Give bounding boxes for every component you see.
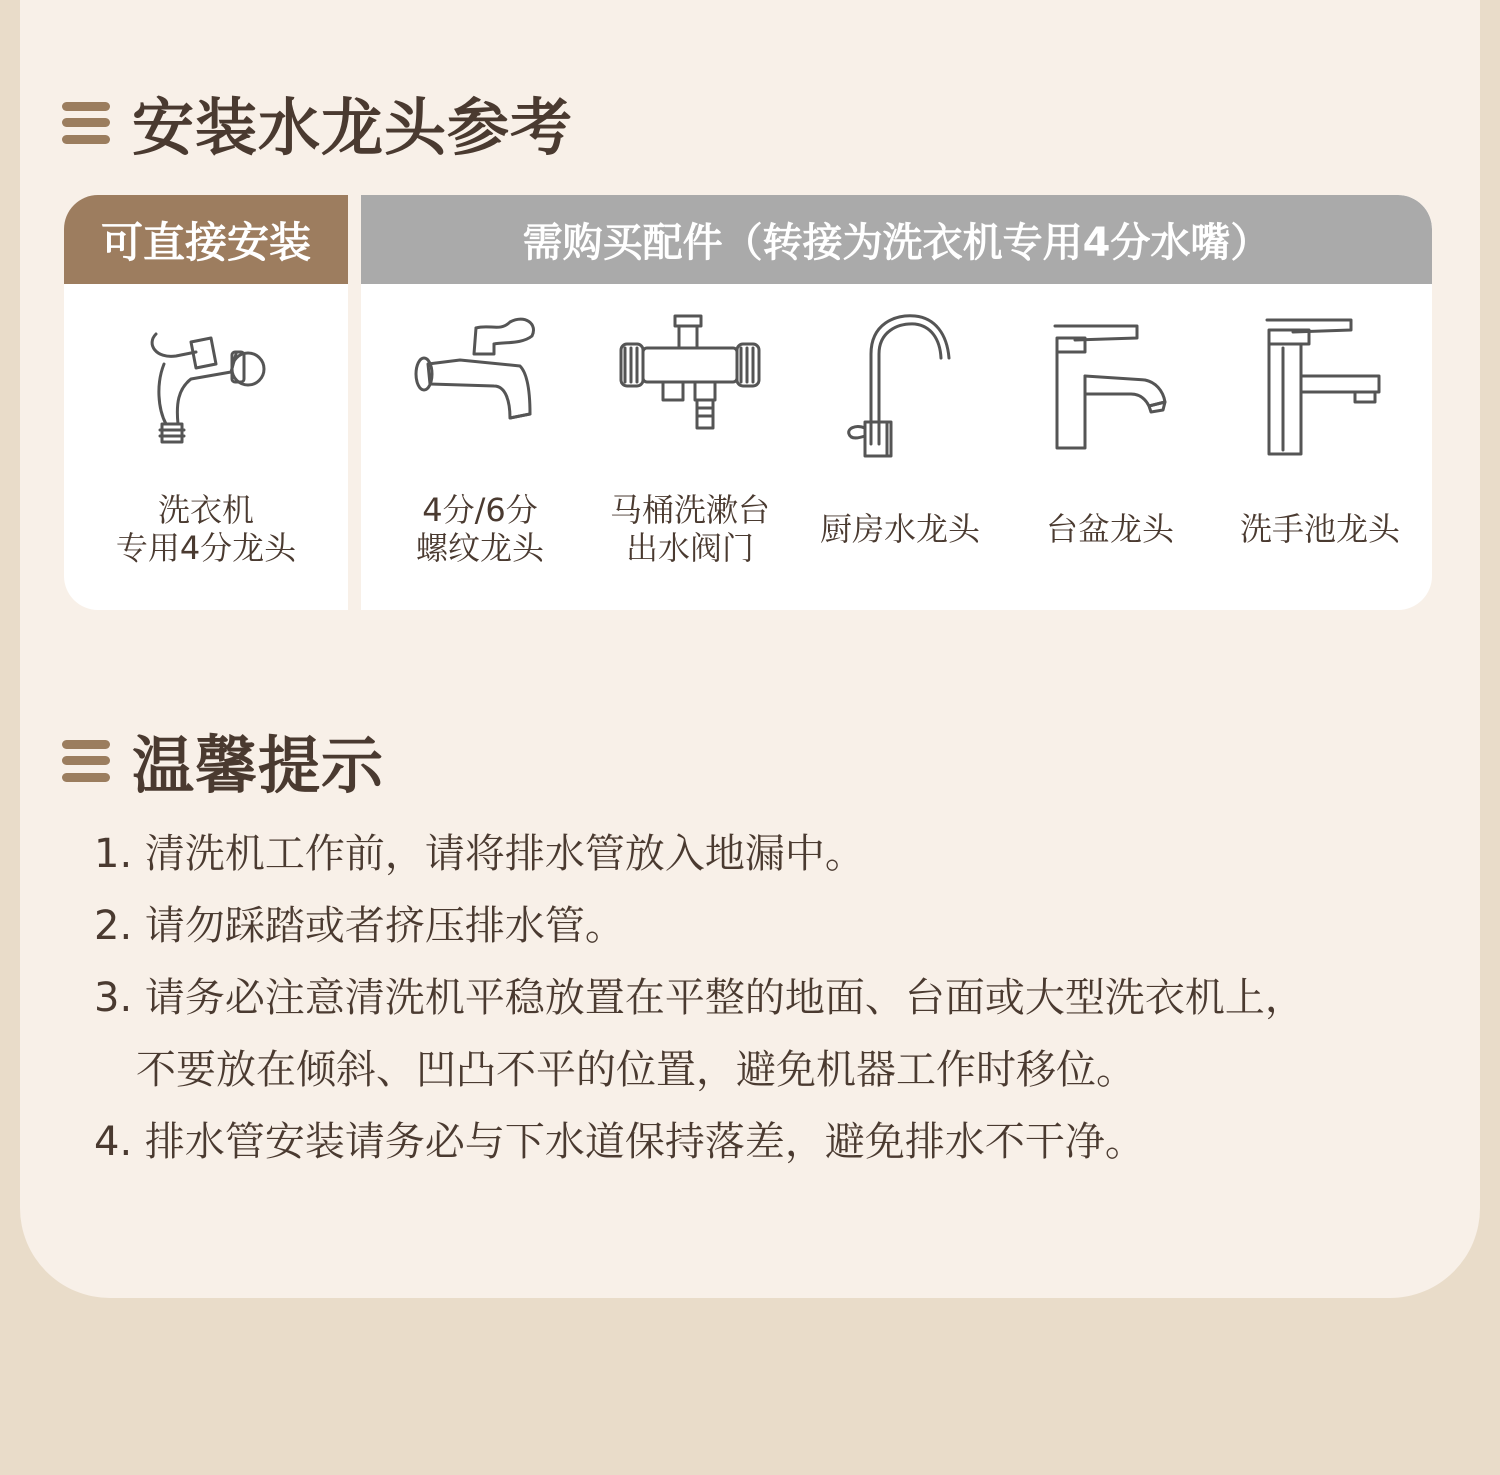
item-label: 4分/6分 螺纹龙头 — [415, 491, 544, 567]
angle-valve-icon — [615, 314, 765, 434]
faucet-item — [585, 284, 795, 610]
direct-install-header: 可直接安装 — [64, 195, 348, 284]
tips-section-heading — [62, 716, 384, 805]
adapter-header: 需购买配件（转接为洗衣机专用4分水嘴） — [361, 195, 1432, 284]
tip-item-continuation: 不要放在倾斜、凹凸不平的位置，避免机器工作时移位。 — [136, 1047, 1136, 1093]
washing-machine-faucet-icon — [136, 314, 276, 454]
item-label: 马桶洗漱台 出水阀门 — [609, 491, 770, 567]
tip-item: 2. 请勿踩踏或者挤压排水管。 — [94, 903, 625, 949]
faucet-item — [375, 284, 585, 610]
tip-item: 1. 清洗机工作前，请将排水管放入地漏中。 — [94, 831, 865, 877]
basin-faucet-icon — [1045, 314, 1175, 454]
tip-item: 4. 排水管安装请务必与下水道保持落差，避免排水不干净。 — [94, 1119, 1145, 1165]
tips-list — [94, 818, 1434, 1178]
menu-lines-icon — [62, 102, 110, 144]
faucet-item — [795, 284, 1005, 610]
item-label: 厨房水龙头 — [819, 510, 980, 548]
item-label: 洗衣机 专用4分龙头 — [115, 491, 297, 567]
faucet-item — [1215, 284, 1425, 610]
sink-faucet-icon — [1255, 314, 1385, 459]
adapter-panel — [361, 195, 1432, 610]
direct-install-panel — [64, 195, 348, 610]
tip-item: 3. 请务必注意清洗机平稳放置在平整的地面、台面或大型洗衣机上， — [94, 975, 1305, 1021]
item-label: 洗手池龙头 — [1239, 510, 1400, 548]
threaded-faucet-icon — [410, 314, 550, 434]
item-label: 台盆龙头 — [1045, 510, 1174, 548]
section-title: 温馨提示 — [132, 729, 385, 802]
faucet-item — [1005, 284, 1215, 610]
faucet-section-heading — [62, 78, 573, 167]
section-title: 安装水龙头参考 — [132, 91, 574, 164]
faucet-item — [64, 284, 348, 610]
menu-lines-icon — [62, 740, 110, 782]
kitchen-faucet-icon — [835, 314, 965, 464]
